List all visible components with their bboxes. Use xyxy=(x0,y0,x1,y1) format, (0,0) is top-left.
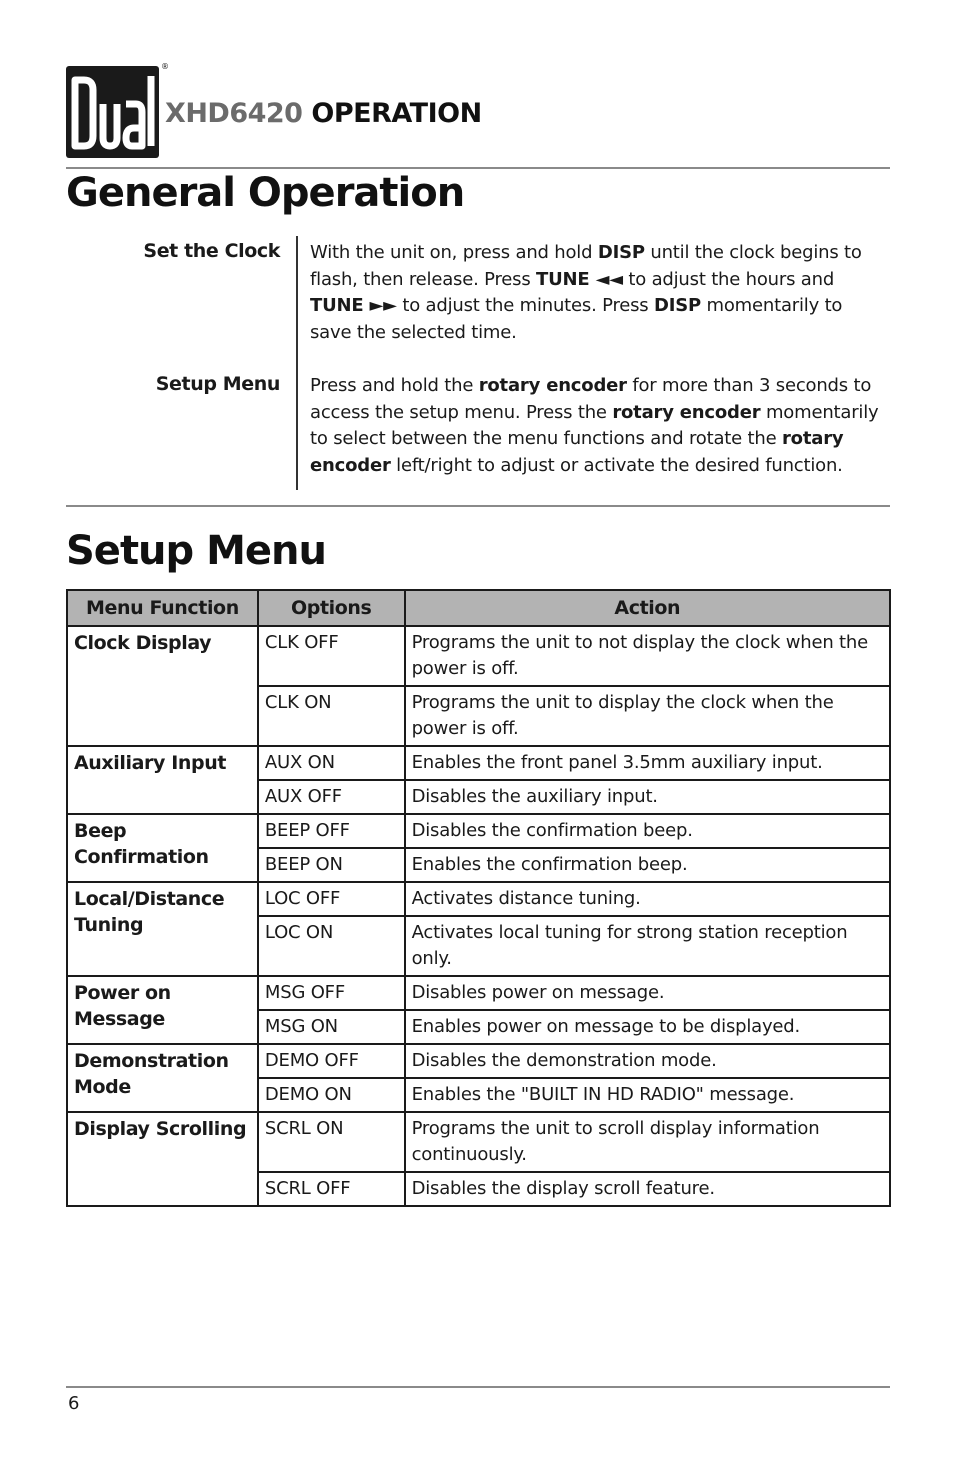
action-cell: Activates distance tuning. xyxy=(405,882,890,916)
option-cell: LOC ON xyxy=(258,916,405,976)
menu-function-cell: Clock Display xyxy=(67,626,258,746)
bold-term: DISP xyxy=(597,242,645,263)
bold-term: DISP xyxy=(654,295,702,316)
table-row xyxy=(67,1044,890,1078)
text-run: to adjust the hours and xyxy=(622,268,835,290)
dual-logo xyxy=(66,66,159,158)
general-operation-title: General Operation xyxy=(66,170,465,216)
action-cell: Disables the auxiliary input. xyxy=(405,780,890,814)
table-header-row xyxy=(67,590,890,626)
option-cell: AUX ON xyxy=(258,746,405,780)
action-cell: Disables power on message. xyxy=(405,976,890,1010)
option-cell: MSG ON xyxy=(258,1010,405,1044)
menu-function-cell: Power on Message xyxy=(67,976,258,1044)
option-cell: LOC OFF xyxy=(258,882,405,916)
option-cell: BEEP OFF xyxy=(258,814,405,848)
header-rule xyxy=(66,167,890,169)
action-cell: Disables the confirmation beep. xyxy=(405,814,890,848)
text-run: Press and hold the xyxy=(310,375,479,396)
option-cell: BEEP ON xyxy=(258,848,405,882)
action-cell: Programs the unit to display the clock when the power is off. xyxy=(405,686,890,746)
text-run: left/right to adjust or activate the desired function. xyxy=(390,454,843,476)
footer-rule xyxy=(66,1386,890,1388)
option-cell: DEMO OFF xyxy=(258,1044,405,1078)
model-name: XHD6420 xyxy=(165,98,303,129)
header-menu-function: Menu Function xyxy=(67,590,258,626)
bold-term: TUNE ◄◄ xyxy=(536,268,623,290)
setup-menu-label: Setup Menu xyxy=(155,373,280,395)
header-title xyxy=(165,98,482,129)
set-clock-label: Set the Clock xyxy=(143,240,280,262)
bold-term: rotary encoder xyxy=(612,401,761,423)
option-cell: SCRL ON xyxy=(258,1112,405,1172)
dual-logo-mark xyxy=(66,66,159,158)
setup-menu-title: Setup Menu xyxy=(66,528,326,574)
option-cell: MSG OFF xyxy=(258,976,405,1010)
menu-function-cell: Beep Confirmation xyxy=(67,814,258,882)
option-cell: CLK ON xyxy=(258,686,405,746)
action-cell: Programs the unit to not display the clock when the power is off. xyxy=(405,626,890,686)
bold-term: TUNE ►► xyxy=(310,295,397,316)
action-cell: Activates local tuning for strong station reception only. xyxy=(405,916,890,976)
table-row xyxy=(67,976,890,1010)
text-run: to adjust the minutes. Press xyxy=(396,295,655,316)
action-cell: Enables the confirmation beep. xyxy=(405,848,890,882)
option-cell: DEMO ON xyxy=(258,1078,405,1112)
text-run: for more than 3 seconds to access the setup menu. Press the xyxy=(310,375,872,423)
text-run: With the unit on, press and hold xyxy=(310,242,598,263)
table-row xyxy=(67,1112,890,1172)
setup-menu-text xyxy=(310,373,885,479)
table-body xyxy=(67,626,890,1206)
text-run: until the clock begins to flash, then release. Press xyxy=(310,242,862,290)
bold-term: rotary encoder xyxy=(310,428,844,476)
table-row xyxy=(67,746,890,780)
text-run: momentarily to select between the menu functions and rotate the xyxy=(310,401,879,449)
action-cell: Enables the front panel 3.5mm auxiliary input. xyxy=(405,746,890,780)
menu-function-cell: Auxiliary Input xyxy=(67,746,258,814)
action-cell: Disables the display scroll feature. xyxy=(405,1172,890,1206)
text-run: momentarily to save the selected time. xyxy=(310,295,843,343)
table-row xyxy=(67,626,890,686)
header-action: Action xyxy=(405,590,890,626)
set-clock-text xyxy=(310,240,885,346)
option-cell: AUX OFF xyxy=(258,780,405,814)
action-cell: Disables the demonstration mode. xyxy=(405,1044,890,1078)
section-name: OPERATION xyxy=(311,98,482,129)
menu-function-cell: Demonstration Mode xyxy=(67,1044,258,1112)
action-cell: Enables power on message to be displayed. xyxy=(405,1010,890,1044)
table-row xyxy=(67,882,890,916)
setup-menu-table xyxy=(66,589,891,1207)
action-cell: Enables the "BUILT IN HD RADIO" message. xyxy=(405,1078,890,1112)
menu-function-cell: Display Scrolling xyxy=(67,1112,258,1206)
menu-function-cell: Local/Distance Tuning xyxy=(67,882,258,976)
action-cell: Programs the unit to scroll display information continuously. xyxy=(405,1112,890,1172)
option-cell: SCRL OFF xyxy=(258,1172,405,1206)
bold-term: rotary encoder xyxy=(478,375,627,396)
header-options: Options xyxy=(258,590,405,626)
registered-mark: ® xyxy=(161,62,169,71)
page-header xyxy=(66,62,890,158)
general-divider xyxy=(296,236,298,490)
table-row xyxy=(67,814,890,848)
section-rule xyxy=(66,505,890,507)
page-number: 6 xyxy=(68,1393,80,1414)
option-cell: CLK OFF xyxy=(258,626,405,686)
